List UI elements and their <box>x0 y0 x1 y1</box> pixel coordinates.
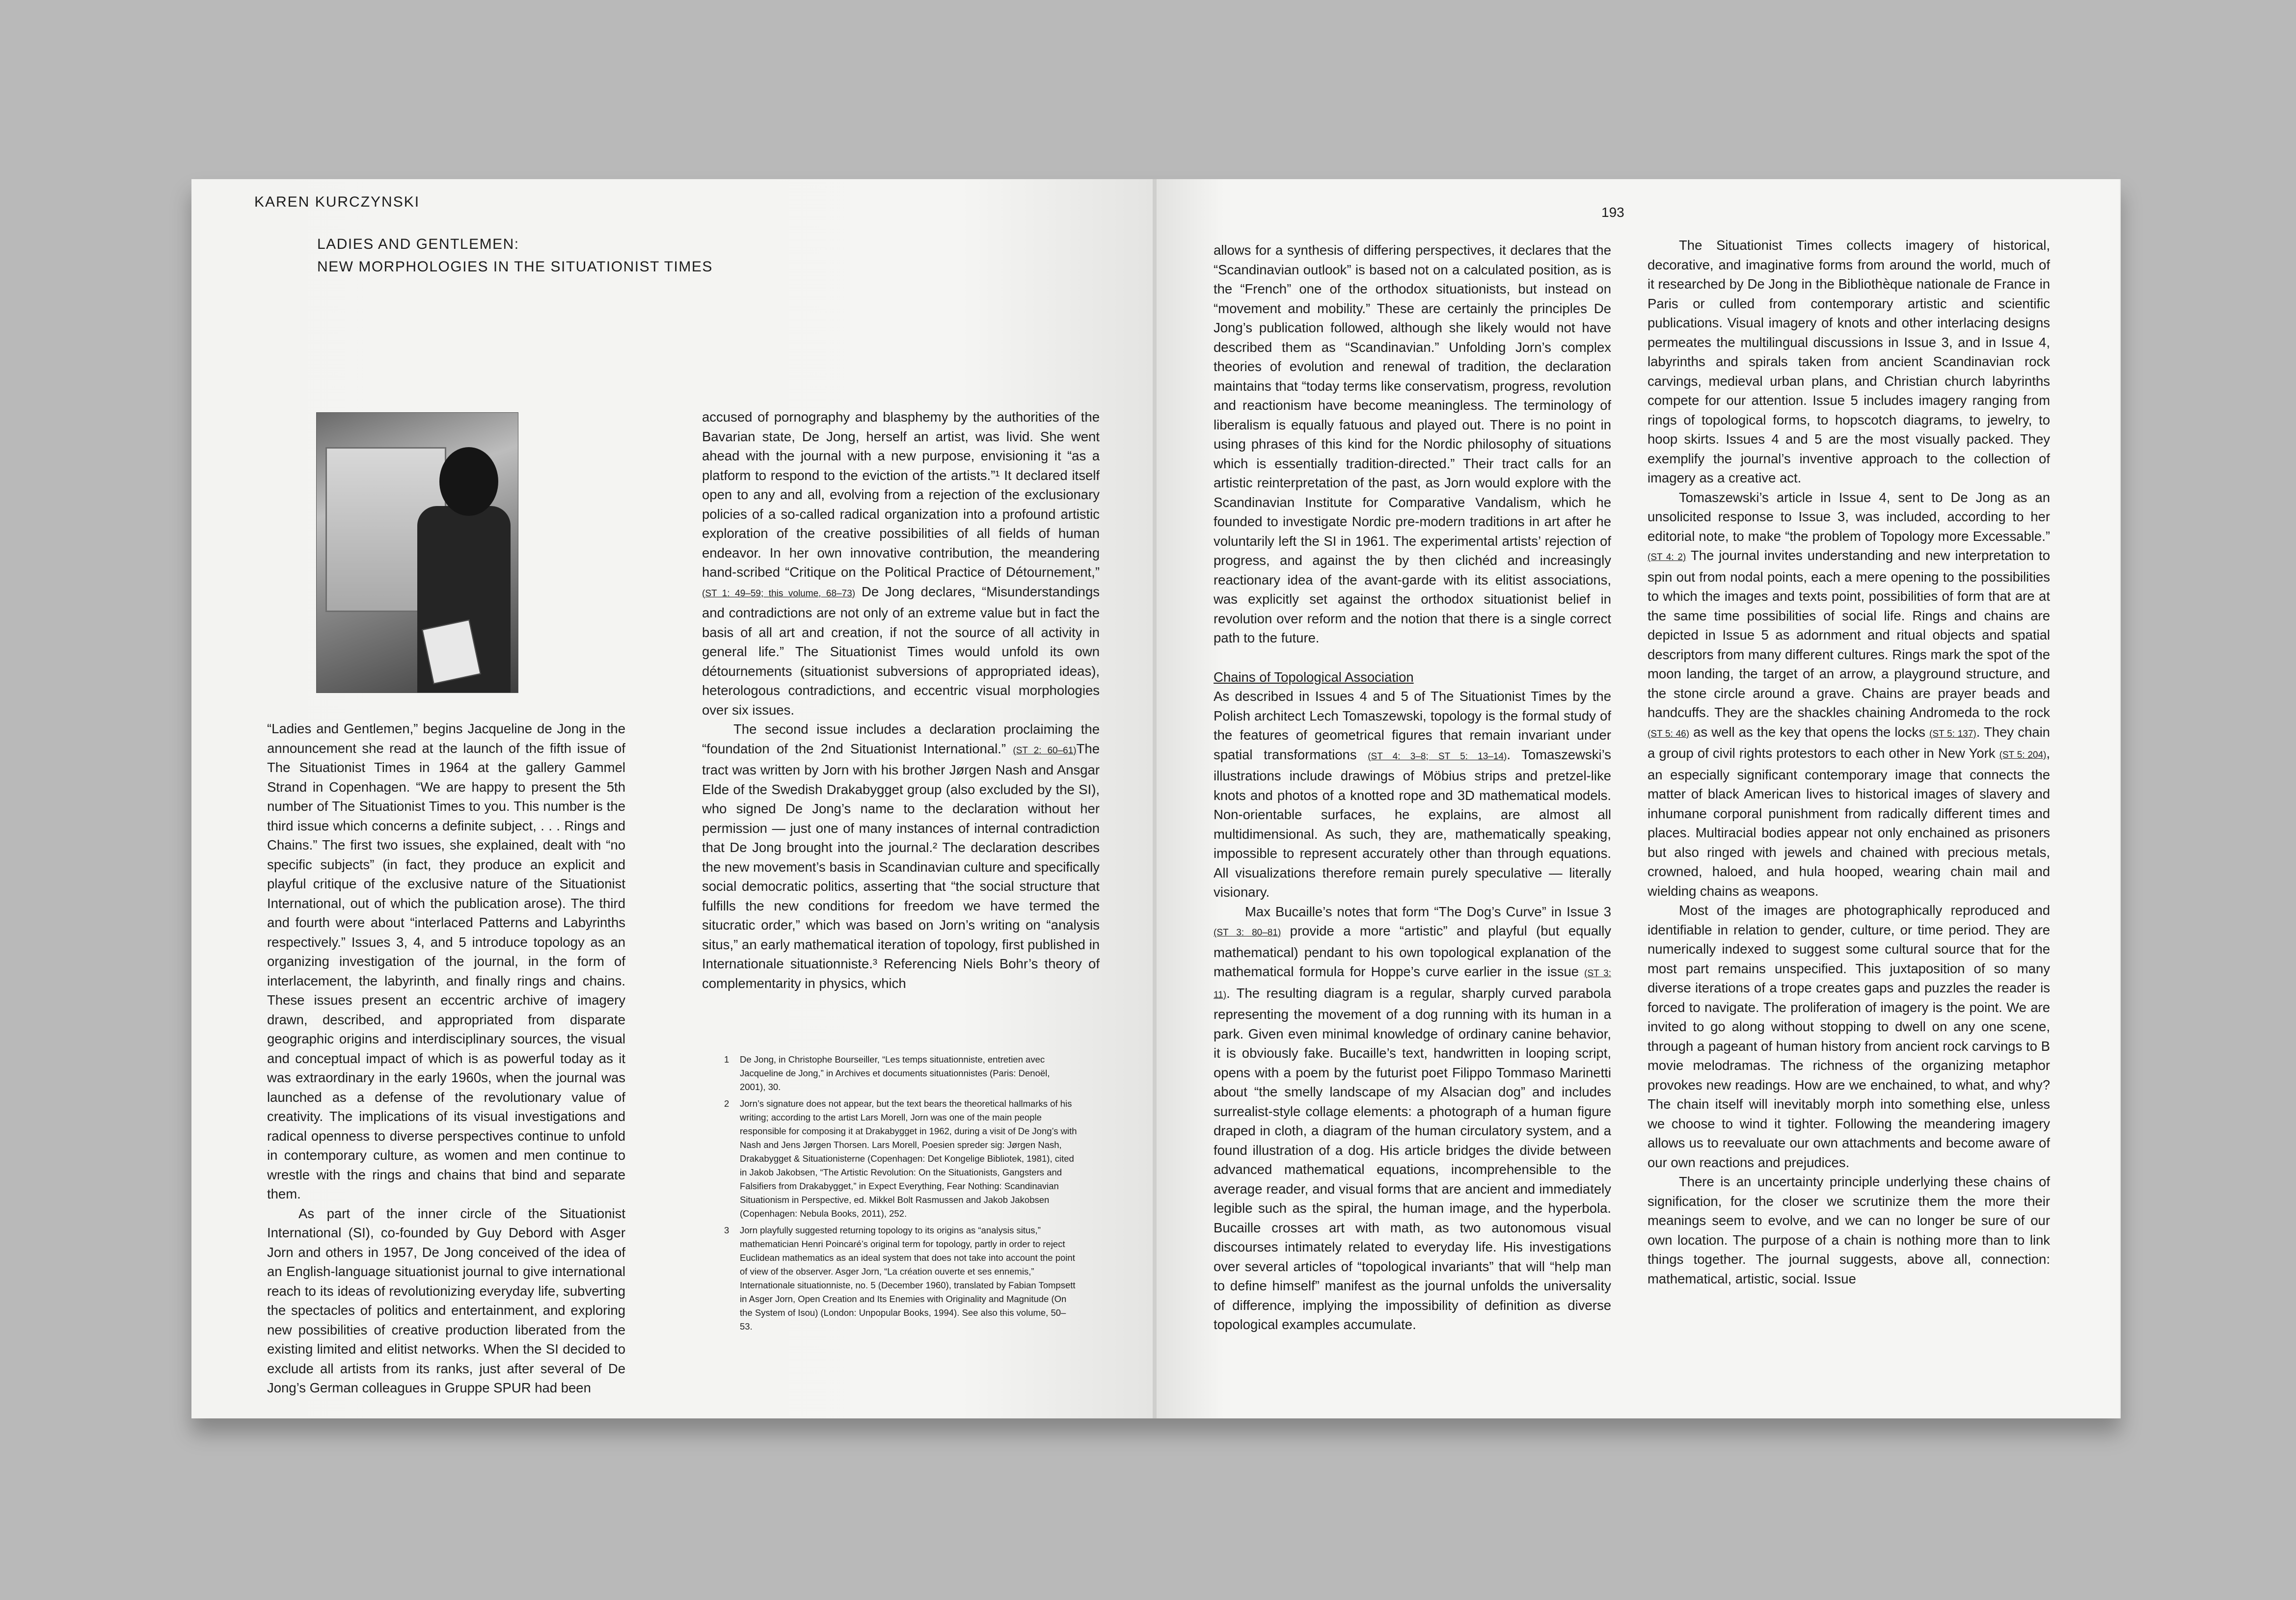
section-heading: Chains of Topological Association <box>1214 669 1414 685</box>
title-line-1: LADIES AND GENTLEMEN: <box>317 236 519 252</box>
cross-reference[interactable]: (ST 5: 204) <box>1999 750 2047 760</box>
paragraph: allows for a synthesis of differing perspectives, it declares that the “Scandinavian outlook” is based not on a calculated position, as is the “French” one of the orthodox situationists, but instead on “movement and mobility.” These are certainly the principles De Jong’s publication followed, although she likely would not have described them as “Scandinavian.” Unfolding Jorn’s complex theories of evolution and renewal of tradition, the declaration maintains that “today terms like conservatism, progress, revolution and reactionism have become meaningless. The terminology of liberalism is equally fatuous and played out. There is no point in using phrases of this kind for the Nordic philosophy of situations which is essentially tradition-directed.” Their tract calls for an artistic reinterpretation of the past, as Jorn would explore with the Scandinavian Institute for Comparative Vandalism, which he founded to investigate Nordic pre-modern traditions in art after he voluntarily left the SI in 1961. The experimental artists’ rejection of progress, and against the by then clichéd and increasingly reactionary idea of the avant-garde with its elitist associations, was explicitly set against the orthodox situationist belief in revolution over reform and the notion that there is a single correct path to the future. <box>1214 242 1611 645</box>
cross-reference[interactable]: (ST 3: 11) <box>1214 968 1612 1000</box>
left-column-1 <box>267 719 625 1398</box>
title-line-2: NEW MORPHOLOGIES IN THE SITUATIONIST TIMES <box>317 259 713 275</box>
footnote: 1 De Jong, in Christophe Bourseiller, “Les temps situationniste, entretien avec Jacqueline de Jong,” in Archives et documents situationnistes (Paris: Denoël, 2001), 30. <box>724 1054 1050 1092</box>
footnote: 2 Jorn’s signature does not appear, but the text bears the theoretical hallmarks of his writing; according to the artist Lars Morell, Jorn was one of the main people responsible for composing it at Drakabygget in 1962, during a visit of De Jong’s with Nash and Jens Jørgen Thorsen. Lars Morell, Poesien spreder sig: Jørgen Nash, Drakabygget & Situationisterne (Copenhagen: Det Kongelige Bibliotek, 1981), cited in Jakob Jakobsen, “The Artistic Revolution: On the Situationists, Gangsters and Falsifiers from Drakabygget,” in Expect Everything, Fear Nothing: Scandinavian Situationism in Perspective, ed. Mikkel Bolt Rasmussen and Jakob Jakobsen (Copenhagen: Nebula Books, 2011), 252. <box>724 1098 1077 1219</box>
cross-reference[interactable]: (ST 2: 60–61) <box>1013 745 1077 756</box>
cross-reference[interactable]: (ST 4: 2) <box>1648 552 1686 562</box>
page-number: 193 <box>1601 205 1624 220</box>
paragraph: The second issue includes a declaration proclaiming the “foundation of the 2nd Situationist International.” (ST 2: 60–61)The tract was written by Jorn with his brother Jørgen Nash and Ansgar Elde of the Swedish Drakabygget group (also excluded by the SI), who signed De Jong’s name to the declaration without her permission — just one of many instances of internal contradiction that De Jong brought into the journal.² The declaration describes the new movement’s basis in Scandinavian culture and specifically social democratic politics, asserting that “the social structure that fulfills the new conditions for freedom we have termed the situcratic order,” which was based on Jorn’s writing on “analysis situs,” an early mathematical iteration of topology, first published in Internationale situationniste.³ Referencing Niels Bohr’s theory of complementarity in physics, which <box>702 721 1100 991</box>
cross-reference[interactable]: (ST 3: 80–81) <box>1214 928 1281 938</box>
cross-reference[interactable]: (ST 1: 49–59; this volume, 68–73) <box>702 588 856 599</box>
paragraph: Most of the images are photographically reproduced and identifiable in relation to gender, culture, or time period. They are numerically indexed to suggest some cultural source that for the most part remains unspecified. This juxtaposition of so many diverse iterations of a trope creates gaps and puzzles the reader is forced to navigate. The proliferation of imagery is the point. We are invited to go along without stopping to dwell on any one scene, through a pageant of human history from ancient rock carvings to B movie melodramas. The richness of the organizing metaphor provokes new readings. How are we enchained, to what, and why? The chain itself will inevitably morph into something else, unless we choose to wind it tighter. Following the meandering imagery allows us to reevaluate our own attachments and become aware of our own reactions and prejudices. <box>1648 903 2050 1170</box>
paragraph: The Situationist Times collects imagery of historical, decorative, and imaginative forms from around the world, much of it researched by De Jong in the Bibliothèque nationale de France in Paris or culled from contemporary artistic and scientific publications. Visual imagery of knots and other interlacing designs permeates the multilingual discussions in Issue 3, and in Issue 4, labyrinths and spirals taken from ancient Scandinavian rock carvings, medieval urban plans, and Christian church labyrinths compete for our attention. Issue 5 includes imagery ranging from rings of topological forms, to hopscotch diagrams, to jewelry, to hoop skirts. Issues 4 and 5 are the most visually packed. They exemplify the journal’s inventive approach to the collection of imagery as a creative act. <box>1648 238 2050 485</box>
paragraph: accused of pornography and blasphemy by the authorities of the Bavarian state, De Jong, herself an artist, was livid. She went ahead with the journal with a new purpose, envisioning it “as a platform to respond to the eviction of the artists.”¹ It declared itself open to any and all, evolving from a rejection of the exclusionary policies of a so-called radical organization into a profound artistic exploration of the creative possibilities of all fields of human endeavor. In her own innovative contribution, the meandering hand-scribed “Critique on the Political Practice of Détournement,” (ST 1: 49–59; this volume, 68–73) De Jong declares, “Misunderstandings and contradictions are not only of an extreme value but in fact the basis of all art and creation, if not the source of all activity in general life.” The Situationist Times would unfold its own détournements (situationist subversions of appropriated ideas), heterologous contradictions, and eccentric visual morphologies over six issues. <box>702 409 1100 718</box>
right-column-1 <box>1214 240 1611 1334</box>
paragraph: “Ladies and Gentlemen,” begins Jacqueline de Jong in the announcement she read at the launch of the fifth issue of The Situationist Times in 1964 at the gallery Gammel Strand in Copenhagen. “We are happy to present the 5th number of The Situationist Times to you. This number is the third issue which concerns a definite subject, . . . Rings and Chains.” The first two issues, she explained, dealt with “no specific subjects” (in fact, they produce an explicit and playful critique of the exclusive nature of the Situationist International, out of which the publication arose). The third and fourth were about “interlaced Patterns and Labyrinths respectively.” Issues 3, 4, and 5 introduce topology as an organizing investigation of the journal, in the form of interlacement, the labyrinth, and finally rings and chains. These issues present an eccentric archive of imagery drawn, described, and appropriated from disparate geographic origins and interdisciplinary sources, the visual and conceptual impact of which is as powerful today as it was extraordinary in the early 1960s, when the journal was launched as a defense of the revolutionary value of creativity. The implications of its visual investigations and radical openness to diverse perspectives continue to unfold in contemporary culture, as women and men continue to wrestle with the rings and chains that bind and separate them. <box>267 721 625 1201</box>
photo-figure-head <box>439 447 498 516</box>
left-page <box>191 179 1154 1418</box>
right-column-2 <box>1648 236 2050 1288</box>
paragraph: As part of the inner circle of the Situationist International (SI), co-founded by Guy Debord with Asger Jorn and others in 1957, De Jong conceived of the idea of an English-language situationist journal to give international reach to its ideas of revolutionizing everyday life, subverting the spectacles of politics and entertainment, and exploring new possibilities of creative production liberated from the existing limited and elitist networks. When the SI decided to exclude all artists from its ranks, just after several of De Jong’s German colleagues in Gruppe SPUR had been <box>267 1205 625 1395</box>
page-edge <box>2120 179 2121 1418</box>
footnotes <box>724 1053 1078 1336</box>
left-column-2 <box>702 407 1100 993</box>
paragraph: Tomaszewski’s article in Issue 4, sent to De Jong as an unsolicited response to Issue 3, was included, according to her editorial note, to make “the problem of Topology more Excessable.” (ST 4: 2) The journal invites understanding and new interpretation to spin out from nodal points, each a mere opening to the possibilities to which the images and texts point, possibilities of form that are at the same time possibilities of social life. Rings and chains are depicted in Issue 5 as adornment and ritual objects and spatial descriptors from many different cultures. Rings mark the spot of the moon landing, the target of an arrow, a playground structure, and the stone circle around a grave. Chains are prayer beads and handcuffs. They are the shackles chaining Andromeda to the rock (ST 5: 46) as well as the key that opens the locks (ST 5: 137). They chain a group of civil rights protestors to each other in New York (ST 5: 204), an especially significant contemporary image that connects the matter of black American lives to historical images of slavery and inhumane corporal punishment from radically different times and places. Multiracial bodies appear not only enchained as prisoners but also ringed with jewels and chained with precious metals, crowned, haloed, and hula hooped, wearing chain mail and wielding chains as weapons. <box>1648 489 2050 899</box>
cross-reference[interactable]: (ST 5: 137) <box>1929 728 1976 739</box>
author-name: KAREN KURCZYNSKI <box>254 194 420 210</box>
paragraph: There is an uncertainty principle underlying these chains of signification, for the closer we scrutinize them the more their meanings seem to evolve, and we can no longer be sure of our own location. The purpose of a chain is nothing more than to link things together. The journal suggests, above all, connection: mathematical, artistic, social. Issue <box>1648 1174 2050 1286</box>
paragraph: Max Bucaille’s notes that form “The Dog’s Curve” in Issue 3 (ST 3: 80–81) provide a more “artistic” and playful (but equally mathematical) pendant to his own topological explanation of the mathematical formula for Hoppe’s curve earlier in the issue (ST 3: 11). The resulting diagram is a regular, sharply curved parabola representing the movement of a dog running with its human in a park. Given even minimal knowledge of ordinary canine behavior, it is obviously fake. Bucaille’s text, handwritten in looping script, opens with a poem by the futurist poet Filippo Tommaso Marinetti about “the smelly landscape of my Alsacian dog” and includes surrealist-style collage elements: a photograph of a human figure draped in cloth, a diagram of the human circulatory system, and a found illustration of a dog. His article bridges the divide between advanced mathematical equations, incomprehensible to the average reader, and visual forms that are ancient and immediately legible such as the spiral, the human image, and the hyperbola. Bucaille crosses art with math, as two autonomous visual discourses intimately related to everyday life. His investigations over several articles of “topological invariants” that will “help man to define himself” manifest as the journal unfolds the universality of difference, implying the impossibility of definition as diverse topological examples accumulate. <box>1214 904 1612 1332</box>
right-page <box>1157 179 2121 1418</box>
cross-reference[interactable]: (ST 4: 3–8; ST 5: 13–14) <box>1368 751 1507 762</box>
cross-reference[interactable]: (ST 5: 46) <box>1648 728 1690 739</box>
paragraph: As described in Issues 4 and 5 of The Situationist Times by the Polish architect Lech Tomaszewski, topology is the formal study of the features of geometrical figures that remain invariant under spatial transformations (ST 4: 3–8; ST 5: 13–14). Tomaszewski’s illustrations include drawings of Möbius strips and pretzel-like knots and photos of a knotted rope and 3D mathematical models. Non-orientable surfaces, he explains, are almost all multidimensional. As such, they are, mathematically speaking, impossible to represent accurately other than through equations. All visualizations therefore remain purely speculative — literally visionary. <box>1214 689 1611 900</box>
footnote: 3 Jorn playfully suggested returning topology to its origins as “analysis situs,” mathematician Henri Poincaré’s original term for topology, partly in order to reject Euclidean mathematics as an ideal system that does not take into account the point of view of the observer. Asger Jorn, “La création ouverte et ses ennemis,” Internationale situationniste, no. 5 (December 1960), translated by Fabian Tompsett in Asger Jorn, Open Creation and Its Enemies with Originality and Magnitude (On the System of Isou) (London: Unpopular Books, 1994). See also this volume, 50–53. <box>724 1225 1076 1332</box>
book-spread <box>191 179 2121 1418</box>
article-title <box>317 233 713 278</box>
archival-photo <box>316 412 518 693</box>
